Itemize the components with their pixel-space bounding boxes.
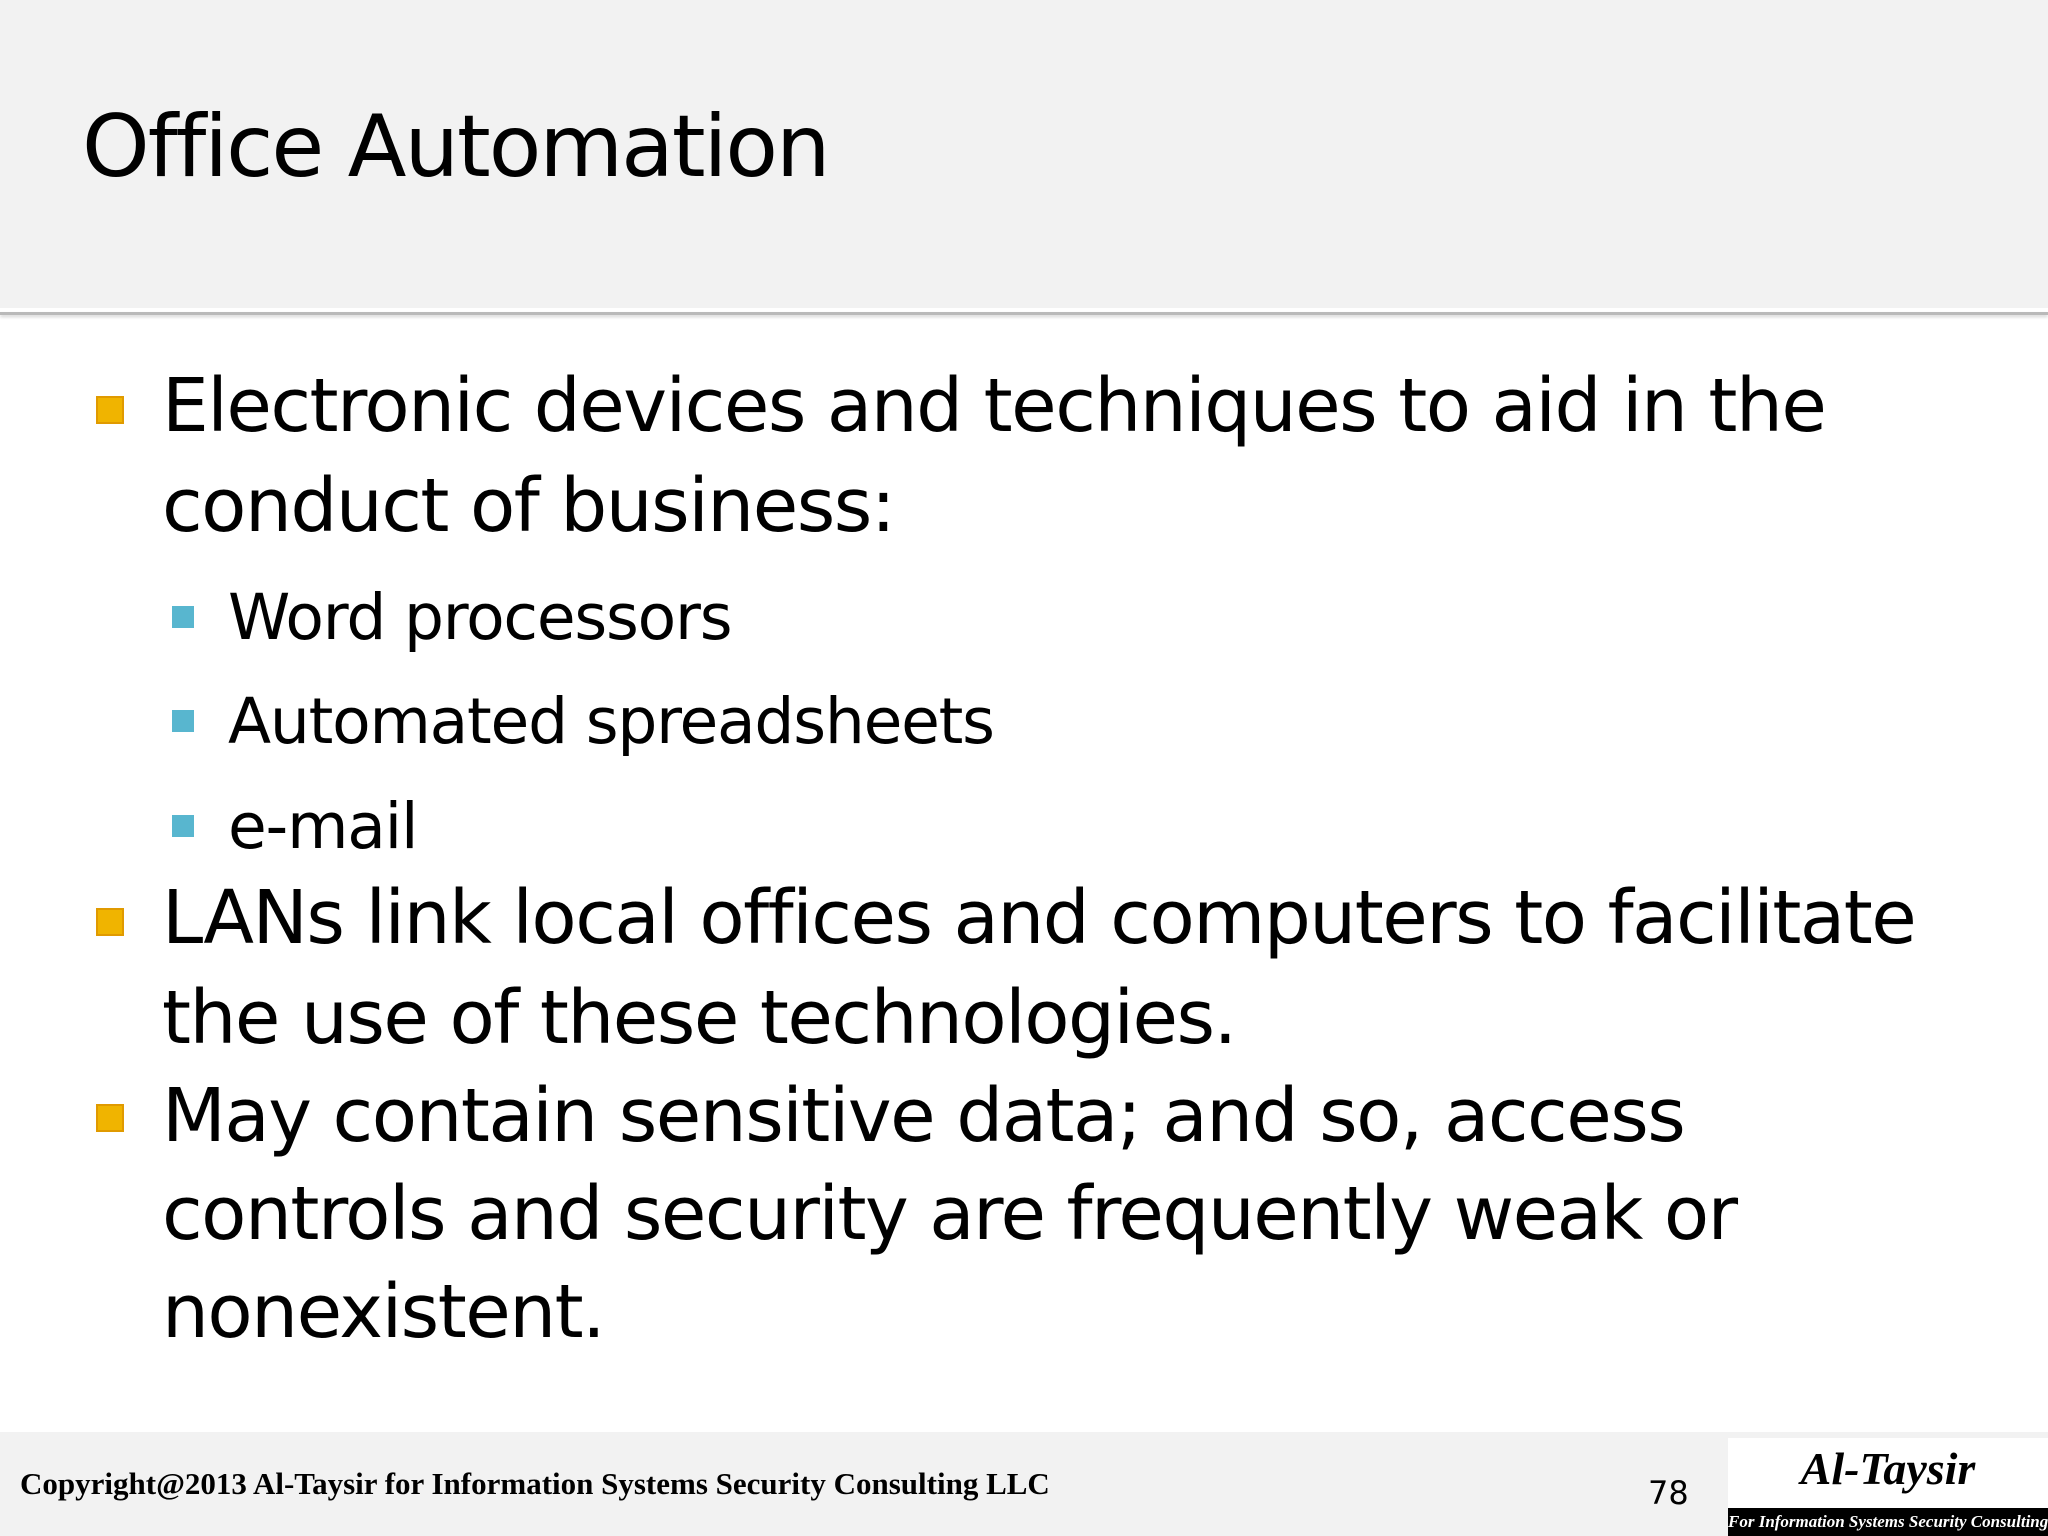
logo-name: Al-Taysir — [1800, 1443, 1976, 1494]
sub-bullet-email: e-mail — [228, 790, 418, 863]
page-number: 78 — [1648, 1474, 1689, 1512]
bullet-marker-icon — [96, 1104, 124, 1132]
bullet-marker-icon — [96, 908, 124, 936]
bullet-1-line-1: Electronic devices and techniques to aid in the — [162, 363, 1826, 449]
company-logo — [1728, 1438, 2048, 1536]
sub-bullet-marker-icon — [172, 815, 194, 837]
logo-tagline: For Information Systems Security Consulting — [1728, 1508, 2048, 1536]
bullet-2-line-1: LANs link local offices and computers to facilitate — [162, 875, 1916, 961]
bullet-3-line-2: controls and security are frequently weak or — [162, 1171, 1737, 1257]
sub-bullet-marker-icon — [172, 606, 194, 628]
bullet-2-line-2: the use of these technologies. — [162, 975, 1236, 1061]
sub-bullet-word-processors: Word processors — [228, 581, 732, 654]
bullet-3-line-1: May contain sensitive data; and so, access — [162, 1073, 1685, 1159]
bullet-marker-icon — [96, 396, 124, 424]
sub-bullet-marker-icon — [172, 710, 194, 732]
bullet-3-line-3: nonexistent. — [162, 1269, 605, 1355]
bullet-1-line-2: conduct of business: — [162, 463, 895, 549]
copyright-notice: Copyright@2013 Al-Taysir for Information Systems Security Consulting LLC — [20, 1466, 1050, 1501]
slide-title: Office Automation — [82, 97, 829, 197]
sub-bullet-automated-spreadsheets: Automated spreadsheets — [228, 685, 994, 758]
